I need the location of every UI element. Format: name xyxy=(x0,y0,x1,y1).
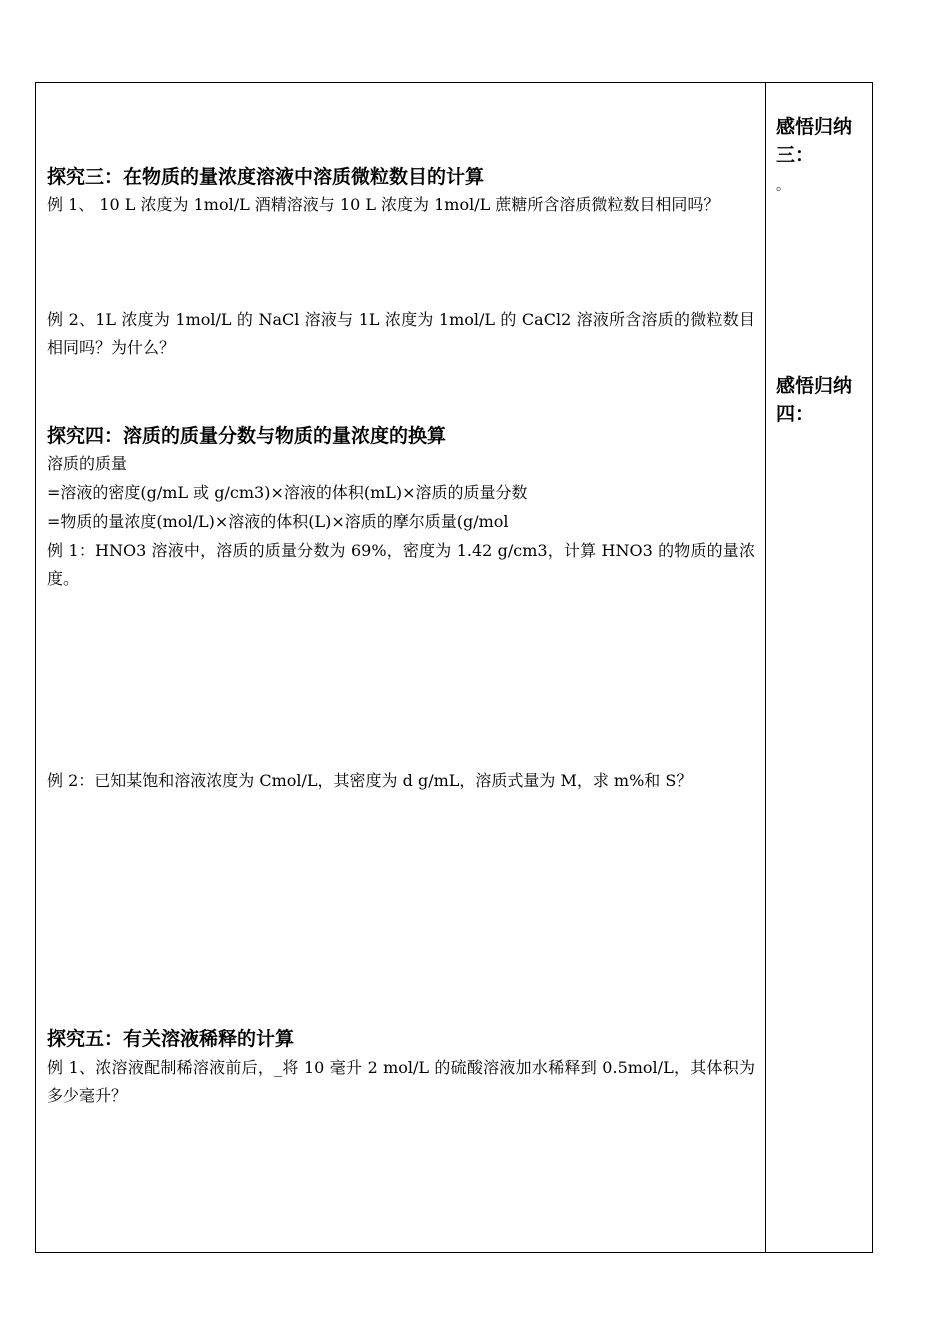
section4-line2: =溶液的密度(g/mL 或 g/cm3)×溶液的体积(mL)×溶质的质量分数 xyxy=(47,483,528,502)
section4-example1: 例 1：HNO3 溶液中，溶质的质量分数为 69%，密度为 1.42 g/cm3，计算 HNO3 的物质的量浓度。 xyxy=(47,541,755,588)
section4-example2: 例 2：已知某饱和溶液浓度为 Cmol/L，其密度为 d g/mL，溶质式量为 M，求 m%和 S？ xyxy=(47,771,693,790)
worksheet-table xyxy=(35,82,873,1253)
section3-example2: 例 2、1L 浓度为 1mol/L 的 NaCl 溶液与 1L 浓度为 1mol/L 的 CaCl2 溶液所含溶质的微粒数目相同吗？为什么？ xyxy=(47,310,755,357)
section4-line3: =物质的量浓度(mol/L)×溶液的体积(L)×溶质的摩尔质量(g/mol xyxy=(47,512,509,531)
reflection4-label: 感悟归纳四： xyxy=(776,375,853,425)
reflection3-mark: 。 xyxy=(776,178,790,194)
section5-heading: 探究五：有关溶液稀释的计算 xyxy=(47,1028,295,1050)
section5-example1: 例 1、浓溶液配制稀溶液前后，_将 10 毫升 2 mol/L 的硫酸溶液加水稀释到 0.5mol/L，其体积为多少毫升？ xyxy=(47,1058,755,1105)
section4-heading: 探究四：溶质的质量分数与物质的量浓度的换算 xyxy=(47,425,447,447)
main-column xyxy=(36,83,765,1252)
reflection3-label: 感悟归纳三： xyxy=(776,116,853,166)
section4-line1: 溶质的质量 xyxy=(47,454,128,473)
section3-heading: 探究三：在物质的量浓度溶液中溶质微粒数目的计算 xyxy=(47,166,485,188)
section3-example1: 例 1、 10 L 浓度为 1mol/L 酒精溶液与 10 L 浓度为 1mol/L 蔗糖所含溶质微粒数目相同吗？ xyxy=(47,195,720,214)
reflection-column xyxy=(766,83,872,1252)
